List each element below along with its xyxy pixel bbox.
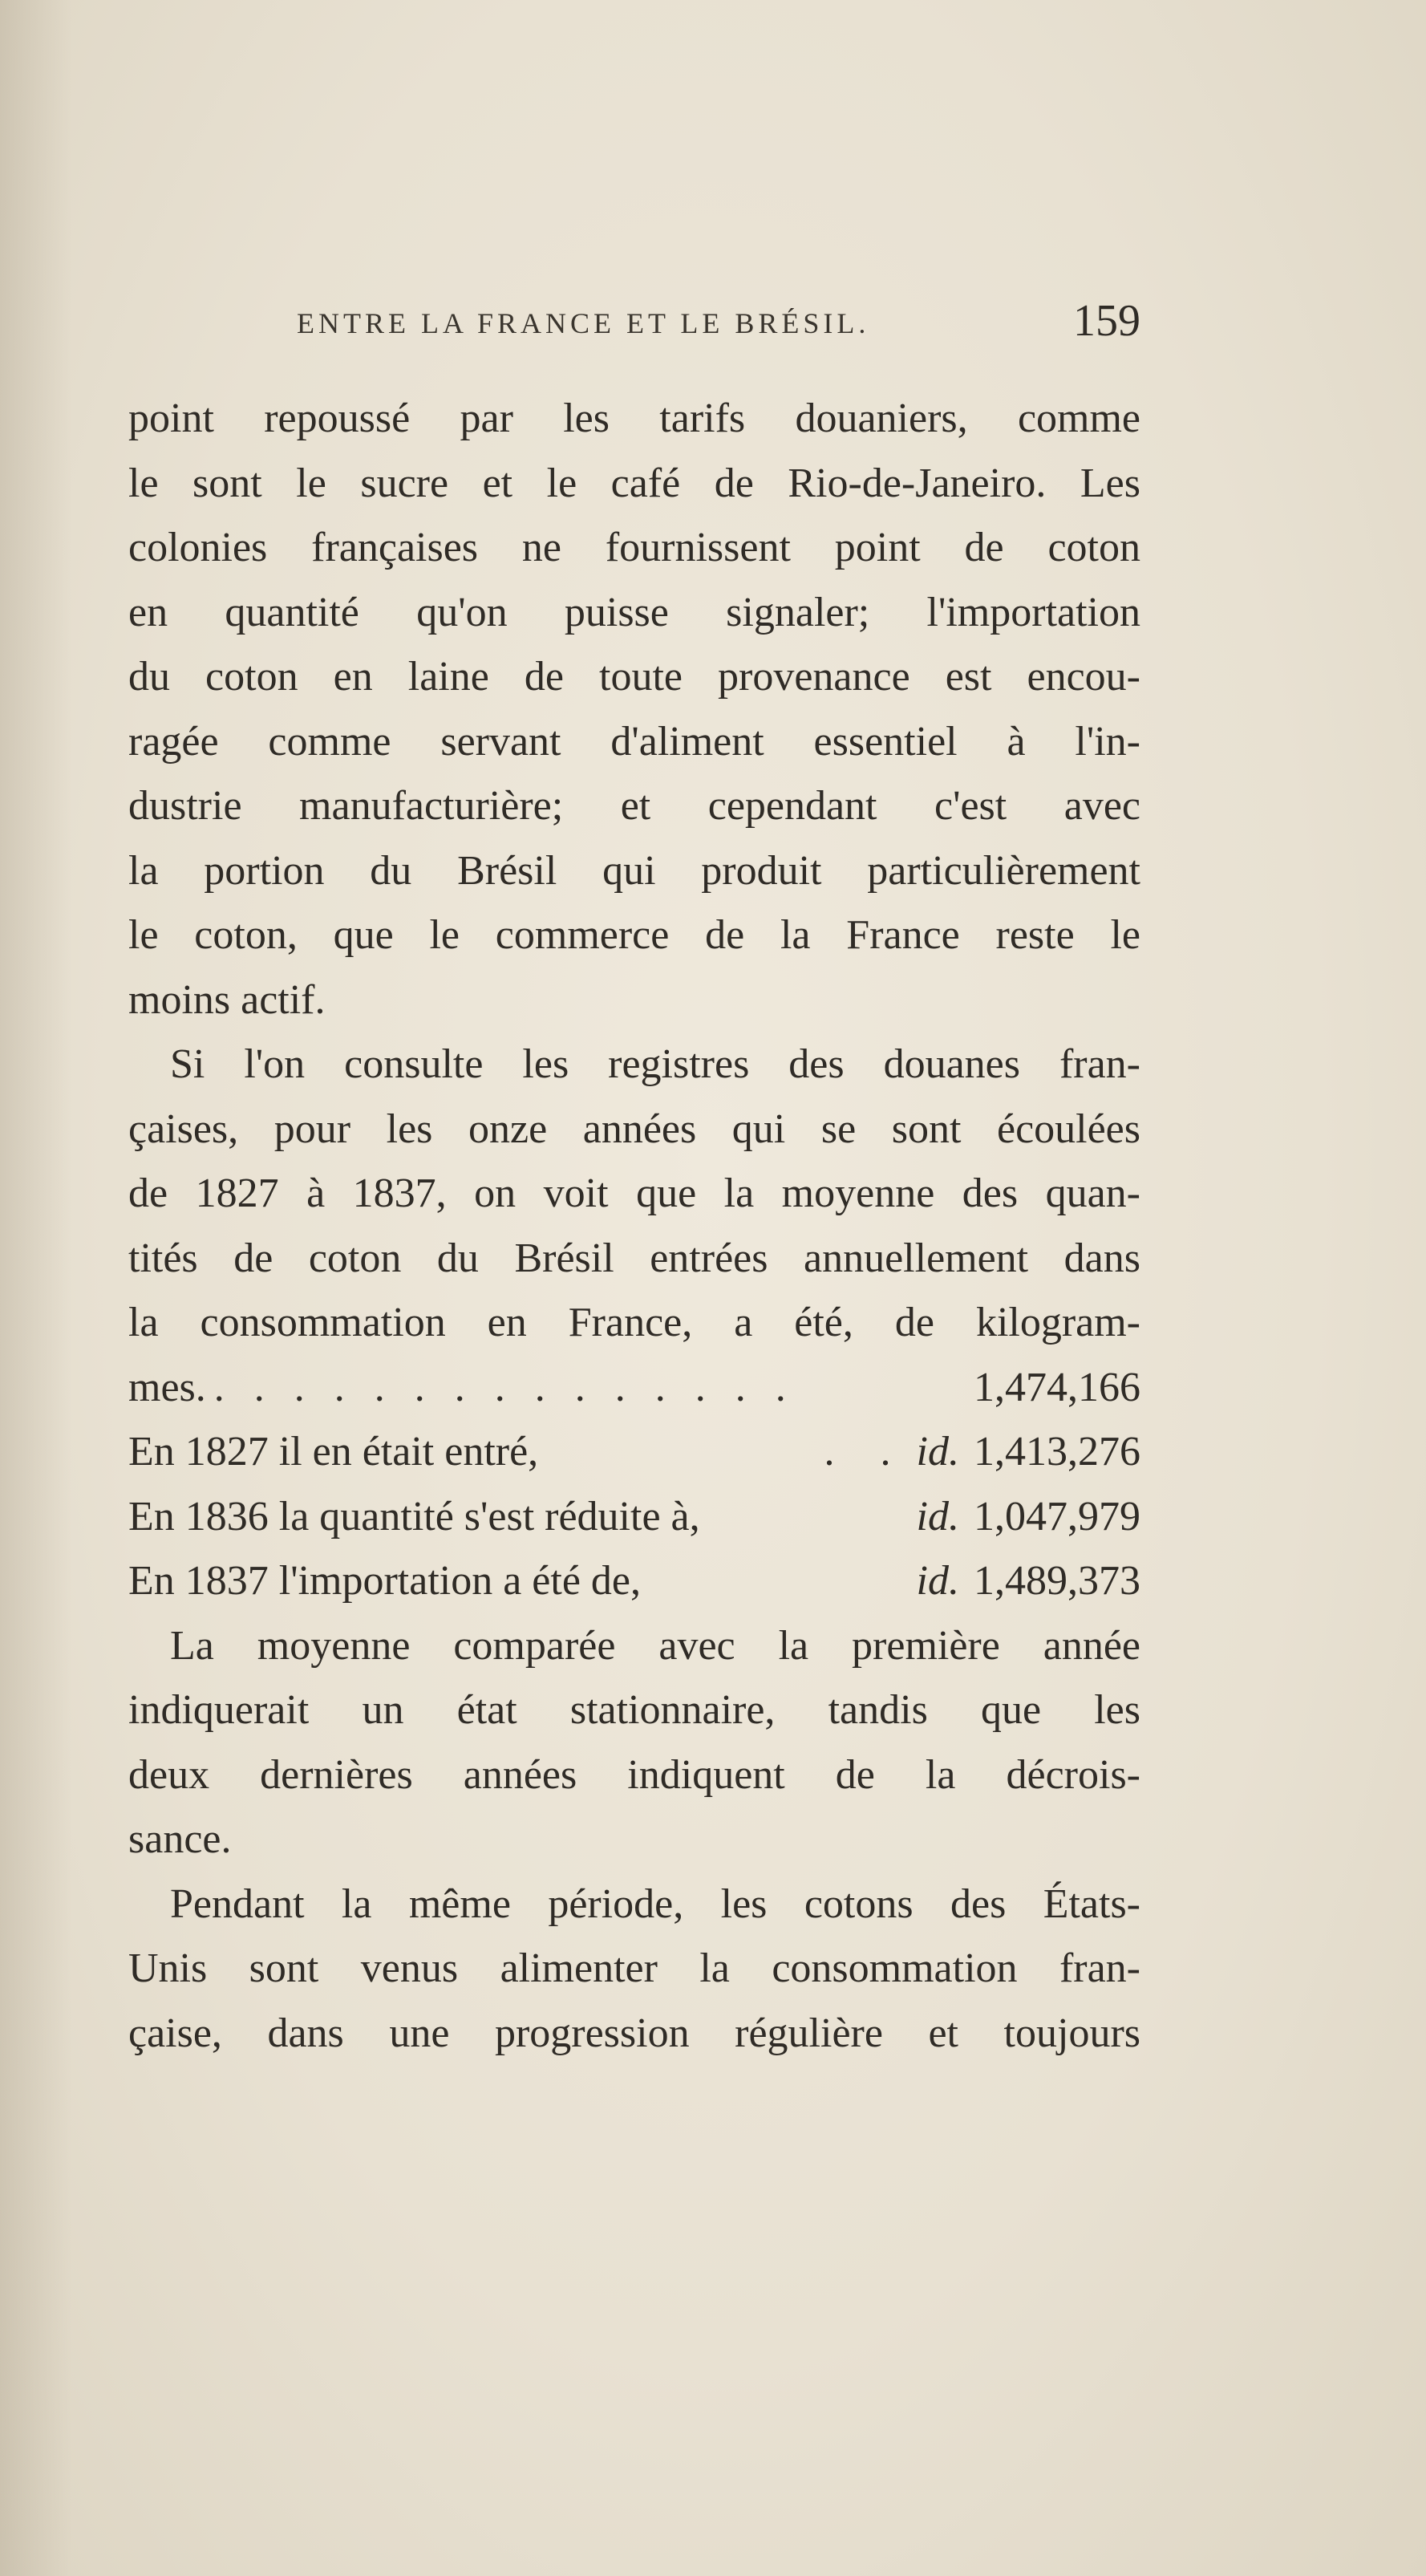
text-line: le coton, que le commerce de la France reste le: [128, 912, 1140, 958]
text-line: indiquerait un état stationnaire, tandis que les: [128, 1687, 1140, 1733]
text-line: du coton en laine de toute provenance est encou-: [128, 654, 1140, 700]
page-number: 159: [1073, 296, 1140, 346]
stat-label: mes.: [128, 1364, 206, 1410]
stat-label: En 1827 il en était entré,: [128, 1429, 539, 1475]
stat-row-1836: [128, 1485, 1140, 1550]
text-line: le sont le sucre et le café de Rio-de-Janeiro. Les: [128, 460, 1140, 506]
dot-leader: . . . . . . . . . . . . . . .: [213, 1364, 796, 1410]
page-header: [128, 294, 1140, 358]
text-line: sance.: [128, 1816, 232, 1862]
stat-value: 1,047,979: [974, 1493, 1140, 1540]
running-title: ENTRE LA FRANCE ET LE BRÉSIL.: [297, 307, 870, 339]
stat-value: 1,489,373: [974, 1558, 1140, 1604]
stat-label: En 1837 l'importation a été de,: [128, 1558, 641, 1604]
dot-leader: . .: [824, 1429, 909, 1475]
page-shadow: [0, 0, 72, 2576]
text-line: deux dernières années indiquent de la décrois-: [128, 1751, 1140, 1798]
text-line: point repoussé par les tarifs douaniers, comme: [128, 396, 1140, 441]
text-line: çaise, dans une progression régulière et toujours: [128, 2010, 1140, 2056]
text-line: Unis sont venus alimenter la consommation fran-: [128, 1945, 1140, 1991]
text-line: la portion du Brésil qui produit particulièrement: [128, 847, 1140, 894]
text-line: dustrie manufacturière; et cependant c'est avec: [128, 783, 1140, 829]
text-line: de 1827 à 1837, on voit que la moyenne des quan-: [128, 1170, 1140, 1216]
stat-value: 1,474,166: [974, 1364, 1140, 1410]
text-line: la consommation en France, a été, de kilogram-: [128, 1300, 1140, 1345]
body-text: [128, 387, 1140, 2066]
stat-unit: id.: [916, 1493, 959, 1540]
text-line: en quantité qu'on puisse signaler; l'importation: [128, 589, 1140, 635]
stat-row-1837: [128, 1549, 1140, 1614]
stat-row-1827: [128, 1420, 1140, 1485]
stat-row-average: [128, 1356, 1140, 1421]
text-line: La moyenne comparée avec la première année: [170, 1622, 1140, 1669]
text-line: moins actif.: [128, 976, 326, 1023]
text-line: Pendant la même période, les cotons des États-: [170, 1880, 1140, 1927]
stat-unit: id.: [916, 1429, 959, 1475]
stat-value: 1,413,276: [974, 1429, 1140, 1475]
text-line: colonies françaises ne fournissent point de coton: [128, 525, 1140, 570]
stat-unit: id.: [916, 1558, 959, 1604]
text-line: Si l'on consulte les registres des douanes fran-: [170, 1041, 1140, 1087]
text-line: tités de coton du Brésil entrées annuellement dans: [128, 1235, 1140, 1281]
text-line: ragée comme servant d'aliment essentiel à l'in-: [128, 718, 1140, 765]
text-line: çaises, pour les onze années qui se sont écoulées: [128, 1105, 1140, 1152]
stat-label: En 1836 la quantité s'est réduite à,: [128, 1493, 700, 1540]
